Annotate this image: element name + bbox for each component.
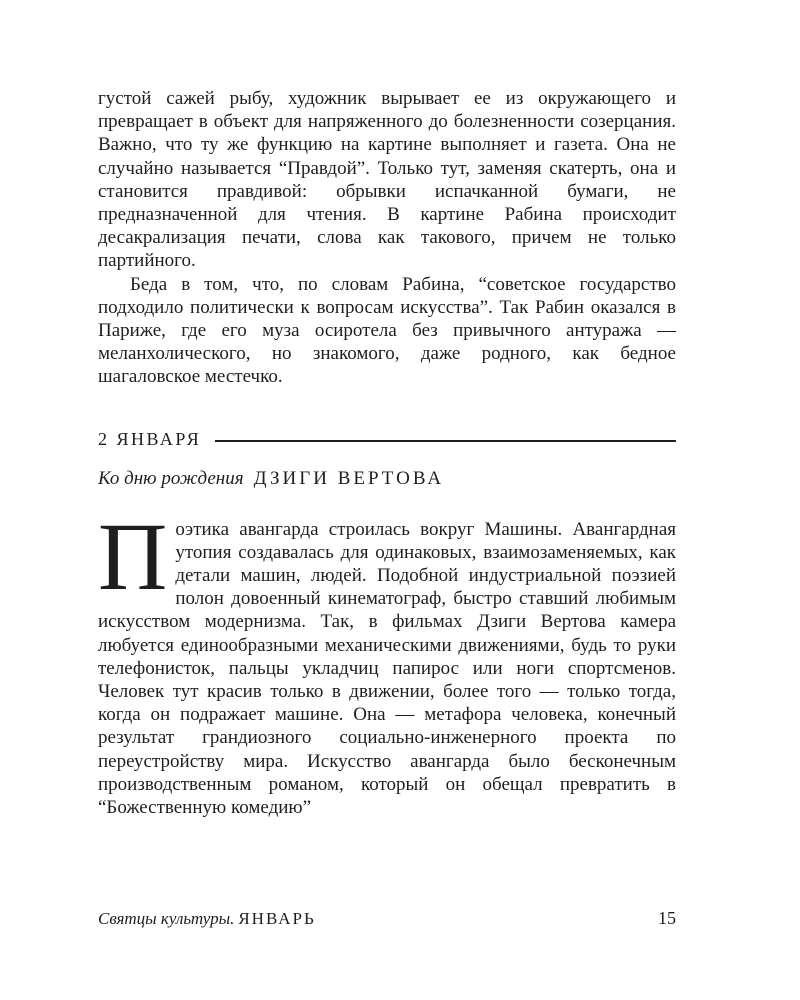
article-text: оэтика авангарда строилась вокруг Машины. Авангардная утопия создавалась для одинаковых, взаимозаменяемых, как детали машин, людей. Подобной индустриальной поэзией полон довоенный кинематограф, быстро ставший любимым искусством модернизма. Так, в фильмах Дзиги Вертова камера любуется единообразными механическими движениями, будь то руки телефонисток, пальцы укладчиц папирос или ноги спортсменов. Человек тут красив только в движении, более того — только тогда, когда он подражает машине. Она — метафора человека, конечный результат грандиозного социально-инженерного проекта по переустройству мира. Искусство авангарда было бесконечным производственным романом, который он обещал превратить в “Божественную комедию” [98,518,676,819]
footer-book-title: Святцы культуры. [98,909,235,928]
subtitle-prefix: Ко дню рождения [98,467,244,489]
date-divider-line [215,440,676,442]
previous-paragraph-1: густой сажей рыбу, художник вырывает ее из окружающего и превращает в объект для напряженного до болезненности созерцания. Важно, что ту же функцию на картине выполняет и газета. Она не случайно называется “Правдой”. Только тут, заменяя скатерть, она и становится правдивой: обрывки испачканной бумаги, не предназначенной для чтения. В картине Рабина происходит десакрализация печати, слова как такового, причем не только партийного. [98,88,676,272]
subtitle-name: ДЗИГИ ВЕРТОВА [253,467,445,489]
running-footer [98,909,316,929]
article-paragraph [98,502,676,820]
page-number: 15 [658,908,676,928]
page-content [98,87,676,819]
section-subtitle [98,468,676,496]
footer-month: ЯНВАРЬ [238,909,316,928]
section-date: 2 ЯНВАРЯ [98,429,202,450]
drop-cap: П [98,502,168,610]
previous-paragraph-2: Беда в том, что, по словам Рабина, “советское государство подходило политически к вопросам искусства”. Так Рабин оказался в Париже, где его муза осиротела без привычного антуража — меланхолического, но знакомого, даже родного, как бедное шагаловское местечко. [98,273,676,388]
section-date-header [98,428,676,452]
article-body [98,502,676,820]
page-footer [98,908,676,929]
